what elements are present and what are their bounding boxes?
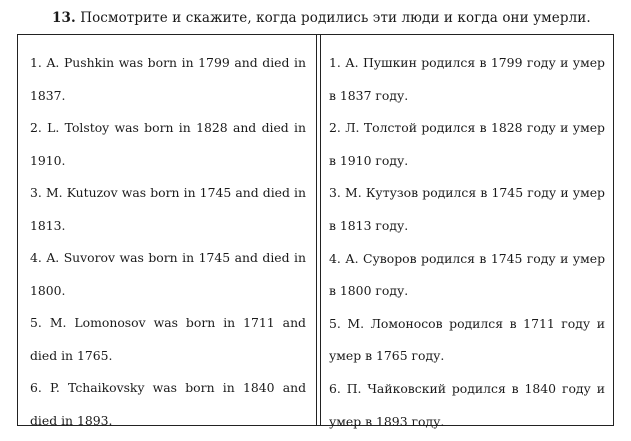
russian-column xyxy=(320,35,613,429)
english-answer-3: 3. M. Kutuzov was born in 1745 and died in 1813. xyxy=(30,185,306,233)
exercise-heading xyxy=(52,10,591,26)
english-answer-2: 2. L. Tolstoy was born in 1828 and died in 1910. xyxy=(30,120,306,168)
answers-table xyxy=(17,34,614,429)
exercise-number: 13. xyxy=(52,10,76,26)
english-answer-1: 1. A. Pushkin was born in 1799 and died in 1837. xyxy=(30,55,306,103)
english-answer-6: 6. P. Tchaikovsky was born in 1840 and died in 1893. xyxy=(30,380,306,428)
exercise-instruction: Посмотрите и скажите, когда родились эти люди и когда они умерли. xyxy=(80,10,591,26)
english-column xyxy=(18,35,317,428)
russian-answer-1: 1. А. Пушкин родился в 1799 году и умер в 1837 году. xyxy=(329,55,605,103)
english-answer-4: 4. A. Suvorov was born in 1745 and died in 1800. xyxy=(30,250,306,298)
russian-answer-6: 6. П. Чайковский родился в 1840 году и умер в 1893 году. xyxy=(329,380,605,429)
russian-answer-2: 2. Л. Толстой родился в 1828 году и умер в 1910 году. xyxy=(329,120,605,168)
russian-answer-3: 3. М. Кутузов родился в 1745 году и умер в 1813 году. xyxy=(329,185,605,233)
russian-answer-4: 4. А. Суворов родился в 1745 году и умер в 1800 году. xyxy=(329,250,605,299)
english-answer-5: 5. M. Lomonosov was born in 1711 and died in 1765. xyxy=(30,315,306,363)
russian-answer-5: 5. М. Ломоносов родился в 1711 году и умер в 1765 году. xyxy=(329,315,605,364)
